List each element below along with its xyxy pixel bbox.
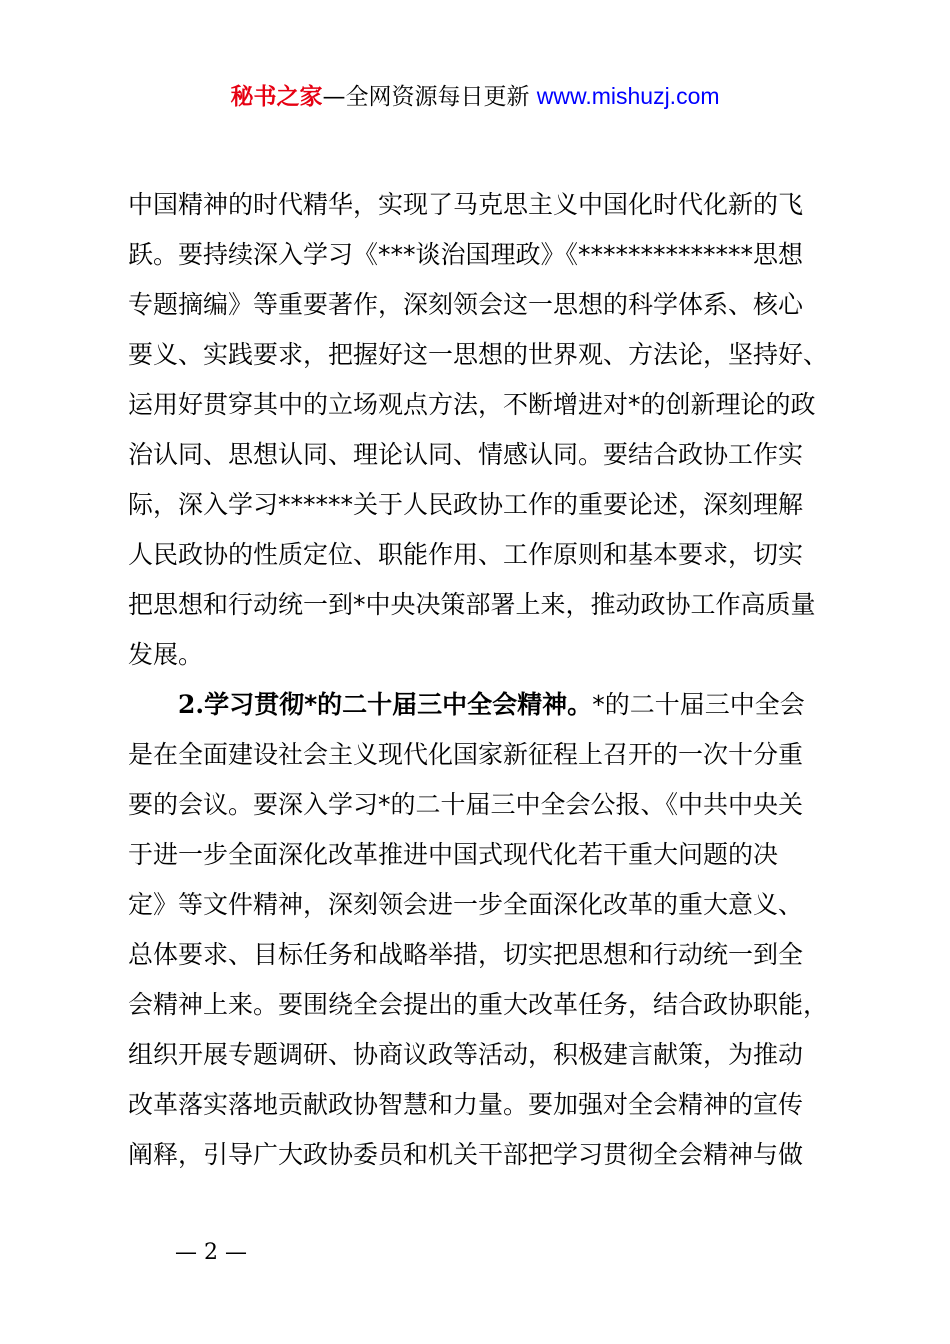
body-line: 人民政协的性质定位、职能作用、工作原则和基本要求，切实 [128,540,804,569]
section-number: 2. [178,690,205,719]
document-body [128,180,848,1180]
body-line: 要义、实践要求，把握好这一思想的世界观、方法论，坚持好、 [128,340,829,369]
page-number: — 2 — [175,1240,247,1265]
body-line: 治认同、思想认同、理论认同、情感认同。要结合政协工作实 [128,440,804,469]
body-line: 总体要求、目标任务和战略举措，切实把思想和行动统一到全 [128,940,804,969]
body-line: 发展。 [128,640,204,669]
body-line: 要的会议。要深入学习*的二十届三中全会公报、《中共中央关 [128,790,804,819]
body-line: 于进一步全面深化改革推进中国式现代化若干重大问题的决 [128,840,779,869]
body-line: 中国精神的时代精华，实现了马克思主义中国化时代化新的飞 [128,190,804,219]
body-line: 是在全面建设社会主义现代化国家新征程上召开的一次十分重 [128,740,804,769]
body-line: 定》等文件精神，深刻领会进一步全面深化改革的重大意义、 [128,890,804,919]
body-line: 会精神上来。要围绕全会提出的重大改革任务，结合政协职能， [128,990,829,1019]
paragraph-2 [128,680,848,1180]
body-line: 跃。要持续深入学习《***谈治国理政》《**************思想 [128,240,804,269]
paragraph-1 [128,180,848,680]
body-line-text: *的二十届三中全会 [592,690,805,719]
body-line: 把思想和行动统一到*中央决策部署上来，推动政协工作高质量 [128,590,816,619]
section-heading: 学习贯彻*的二十届三中全会精神。 [204,690,593,719]
body-line: 运用好贯穿其中的立场观点方法，不断增进对*的创新理论的政 [128,390,816,419]
page-header [0,80,950,113]
body-line: 专题摘编》等重要著作，深刻领会这一思想的科学体系、核心 [128,290,804,319]
section-heading-line [128,680,848,730]
body-line: 际，深入学习******关于人民政协工作的重要论述，深刻理解 [128,490,804,519]
body-line: 组织开展专题调研、协商议政等活动，积极建言献策，为推动 [128,1040,804,1069]
brand-name: 秘书之家 [230,84,323,110]
header-tagline: —全网资源每日更新 [322,84,537,110]
header-url-link[interactable]: www.mishuzj.com [536,83,720,109]
body-line: 改革落实落地贡献政协智慧和力量。要加强对全会精神的宣传 [128,1090,804,1119]
body-line: 阐释，引导广大政协委员和机关干部把学习贯彻全会精神与做 [128,1140,804,1169]
